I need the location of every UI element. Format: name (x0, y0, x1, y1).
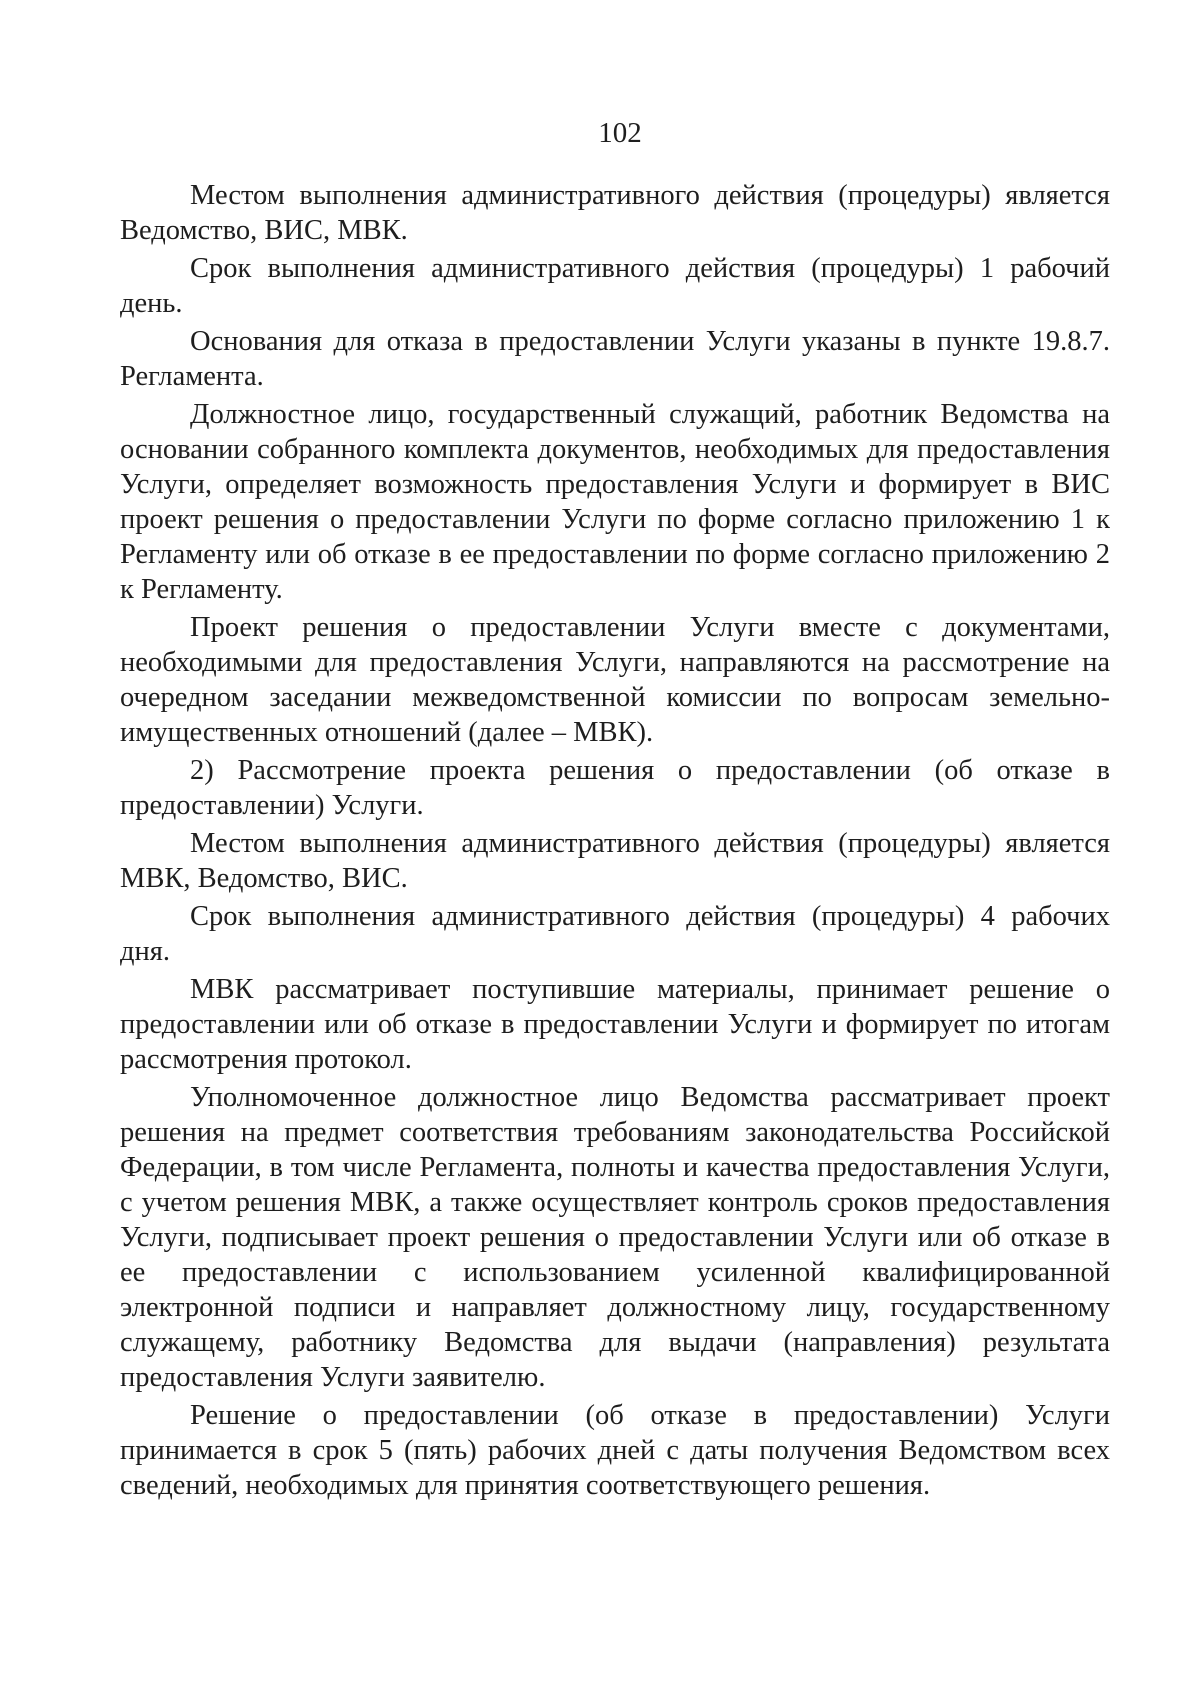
paragraph: Уполномоченное должностное лицо Ведомства рассматривает проект решения на предмет соответствия требованиям законодательства Российской Федерации, в том числе Регламента, полноты и качества предоставления Услуги, с учетом решения МВК, а также осуществляет контроль сроков предоставления Услуги, подписывает проект решения о предоставлении Услуги или об отказе в ее предоставлении с использованием усиленной квалифицированной электронной подписи и направляет должностному лицу, государственному служащему, работнику Ведомства для выдачи (направления) результата предоставления Услуги заявителю. (120, 1082, 1110, 1393)
paragraph: 2) Рассмотрение проекта решения о предоставлении (об отказе в предоставлении) Услуги. (120, 755, 1110, 821)
paragraph: Срок выполнения административного действия (процедуры) 1 рабочий день. (120, 253, 1110, 319)
paragraph: Местом выполнения административного действия (процедуры) является МВК, Ведомство, ВИС. (120, 828, 1110, 894)
paragraph: Местом выполнения административного действия (процедуры) является Ведомство, ВИС, МВК. (120, 180, 1110, 246)
paragraph: МВК рассматривает поступившие материалы, принимает решение о предоставлении или об отказе в предоставлении Услуги и формирует по итогам рассмотрения протокол. (120, 974, 1110, 1075)
page-number: 102 (598, 117, 642, 149)
paragraph: Должностное лицо, государственный служащий, работник Ведомства на основании собранного комплекта документов, необходимых для предоставления Услуги, определяет возможность предоставления Услуги и формирует в ВИС проект решения о предоставлении Услуги по форме согласно приложению 1 к Регламенту или об отказе в ее предоставлении по форме согласно приложению 2 к Регламенту. (120, 399, 1110, 605)
paragraph: Основания для отказа в предоставлении Услуги указаны в пункте 19.8.7. Регламента. (120, 326, 1110, 392)
paragraph: Срок выполнения административного действия (процедуры) 4 рабочих дня. (120, 901, 1110, 967)
document-body (120, 178, 1110, 1503)
paragraph: Проект решения о предоставлении Услуги вместе с документами, необходимыми для предоставления Услуги, направляются на рассмотрение на очередном заседании межведомственной комиссии по вопросам земельно-имущественных отношений (далее – МВК). (120, 612, 1110, 748)
paragraph: Решение о предоставлении (об отказе в предоставлении) Услуги принимается в срок 5 (пять) рабочих дней с даты получения Ведомством всех сведений, необходимых для принятия соответствующего решения. (120, 1400, 1110, 1501)
